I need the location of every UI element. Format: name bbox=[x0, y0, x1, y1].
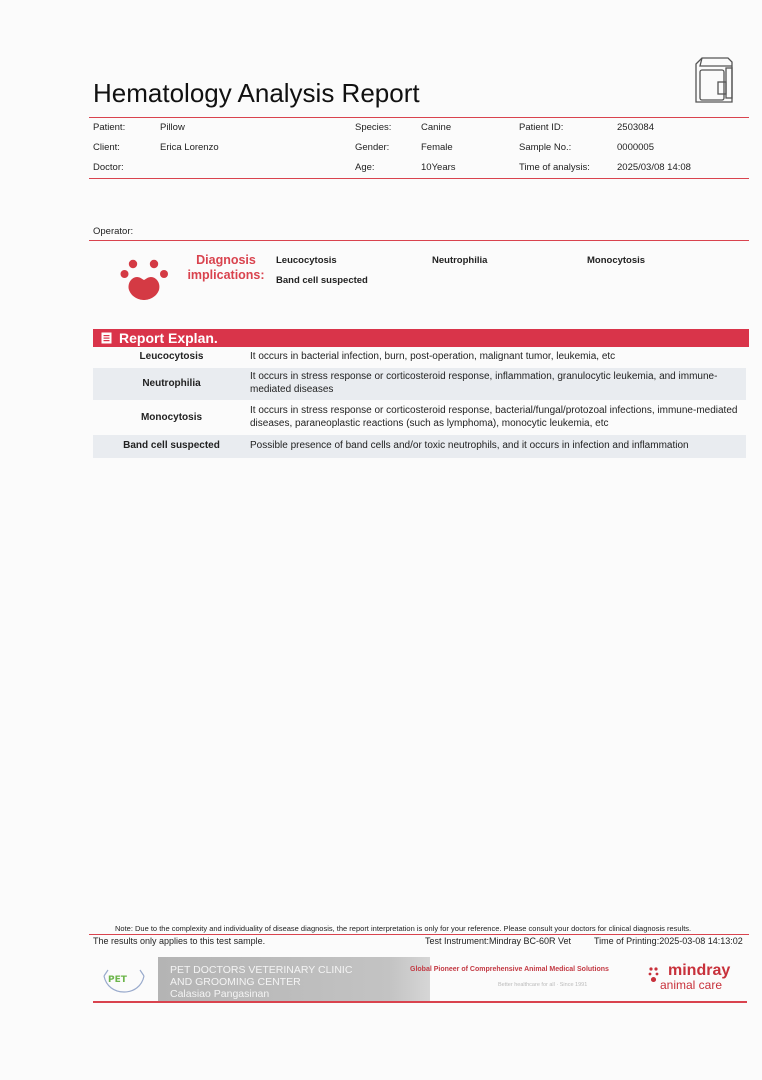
row-term: Band cell suspected bbox=[123, 440, 220, 451]
table-row bbox=[93, 400, 746, 435]
row-description: Possible presence of band cells and/or toxic neutrophils, and it occurs in infection and inflammation bbox=[250, 440, 689, 451]
patient-label: Patient: bbox=[93, 122, 126, 133]
bottom-rule bbox=[93, 1001, 747, 1003]
diagnosis-item-leucocytosis: Leucocytosis bbox=[276, 255, 337, 266]
clinic-banner bbox=[158, 957, 430, 1003]
sample-no-label: Sample No.: bbox=[519, 142, 572, 153]
svg-text:PET: PET bbox=[108, 975, 127, 985]
gender-label: Gender: bbox=[355, 142, 390, 153]
age-value: 10Years bbox=[421, 162, 456, 173]
operator-rule bbox=[89, 240, 749, 241]
printing-time: Time of Printing:2025-03-08 14:13:02 bbox=[594, 936, 743, 946]
species-value: Canine bbox=[421, 122, 452, 133]
document-icon bbox=[101, 332, 112, 344]
patient-id-value: 2503084 bbox=[617, 122, 654, 133]
row-term: Neutrophilia bbox=[142, 378, 201, 389]
table-row bbox=[93, 368, 746, 400]
row-description: It occurs in stress response or corticosteroid response, inflammation, granulocytic leukemia, and immune-mediated diseases bbox=[250, 371, 718, 395]
mindray-dots-icon bbox=[648, 966, 660, 986]
row-description: It occurs in stress response or corticosteroid response, bacterial/fungal/protozoal infections, immune-mediated diseases, paraneoplastic reactions (such as lymphoma), monocytic leukemia, etc bbox=[250, 405, 738, 429]
analysis-time-label: Time of analysis: bbox=[519, 162, 590, 173]
clinic-address: Calasiao Pangasinan bbox=[170, 988, 270, 1000]
patient-id-label: Patient ID: bbox=[519, 122, 564, 133]
header-top-rule bbox=[89, 117, 749, 118]
paw-icon bbox=[120, 258, 172, 302]
species-label: Species: bbox=[355, 122, 392, 133]
report-title: Hematology Analysis Report bbox=[93, 78, 420, 108]
pet-clinic-logo bbox=[100, 962, 148, 996]
row-description: It occurs in bacterial infection, burn, post-operation, malignant tumor, leukemia, etc bbox=[250, 351, 616, 362]
clinic-name-line1: PET DOCTORS VETERINARY CLINIC bbox=[170, 964, 353, 976]
report-explanation-header bbox=[93, 329, 749, 347]
report-explanation-title: Report Explan. bbox=[119, 330, 218, 346]
header-bottom-rule bbox=[89, 178, 749, 179]
brand-slogan: Global Pioneer of Comprehensive Animal Medical Solutions bbox=[410, 966, 609, 973]
age-label: Age: bbox=[355, 162, 375, 173]
diagnosis-title bbox=[186, 253, 266, 283]
diagnosis-item-neutrophilia: Neutrophilia bbox=[432, 255, 488, 266]
operator-label: Operator: bbox=[93, 226, 134, 237]
diagnosis-title-line2: implications: bbox=[187, 268, 265, 282]
gender-value: Female bbox=[421, 142, 453, 153]
footer-rule bbox=[89, 934, 749, 935]
clinic-name-line2: AND GROOMING CENTER bbox=[170, 976, 301, 988]
brand-tagline: Better healthcare for all · Since 1991 bbox=[498, 982, 588, 988]
analysis-time-value: 2025/03/08 14:08 bbox=[617, 162, 691, 173]
patient-value: Pillow bbox=[160, 122, 185, 133]
row-term: Leucocytosis bbox=[139, 351, 204, 362]
analyzer-device-icon bbox=[688, 54, 740, 106]
client-value: Erica Lorenzo bbox=[160, 142, 219, 153]
diagnosis-title-line1: Diagnosis bbox=[196, 253, 256, 267]
disclaimer-note: Note: Due to the complexity and individuality of disease diagnosis, the report interpretation is only for your reference. Please consult your doctors for clinical diagnosis results. bbox=[115, 924, 692, 933]
test-instrument: Test Instrument:Mindray BC-60R Vet bbox=[425, 936, 572, 946]
doctor-label: Doctor: bbox=[93, 162, 124, 173]
brand-name: mindray bbox=[668, 962, 731, 979]
table-row bbox=[93, 435, 746, 458]
sample-no-value: 0000005 bbox=[617, 142, 654, 153]
brand-subtitle: animal care bbox=[660, 978, 723, 992]
diagnosis-item-monocytosis: Monocytosis bbox=[587, 255, 646, 266]
row-term: Monocytosis bbox=[140, 412, 203, 423]
table-row bbox=[93, 347, 746, 368]
applies-note: The results only applies to this test sample. bbox=[93, 936, 266, 946]
diagnosis-item-band-cell: Band cell suspected bbox=[276, 275, 368, 286]
client-label: Client: bbox=[93, 142, 120, 153]
